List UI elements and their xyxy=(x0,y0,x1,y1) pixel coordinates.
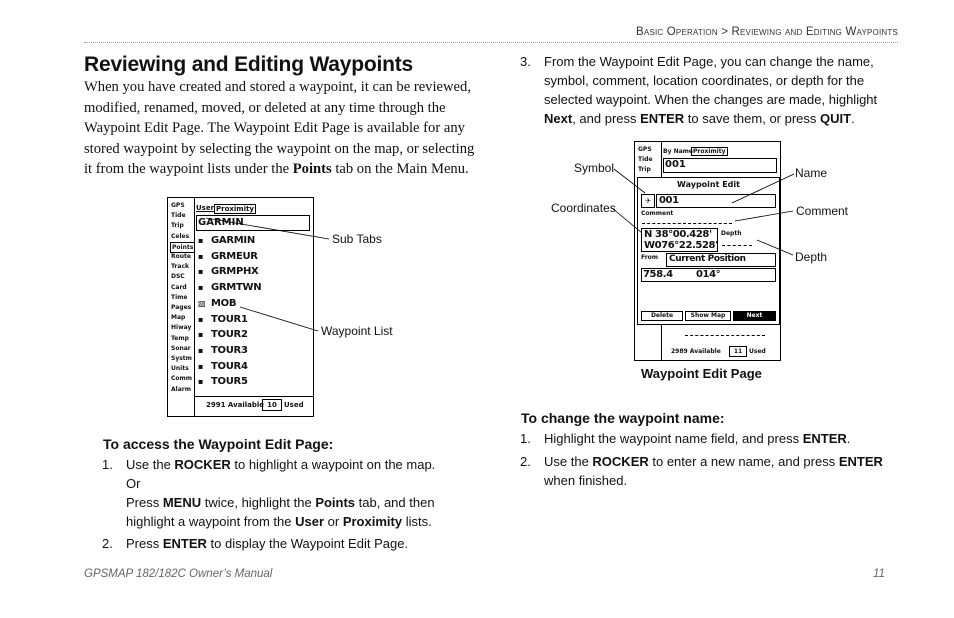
main-tab-celes[interactable]: Celes xyxy=(171,232,190,240)
change-step-2: 2. Use the ROCKER to enter a new name, and press ENTER when finished. xyxy=(520,454,883,488)
main-tab-gps[interactable]: GPS xyxy=(171,202,185,209)
edit-step-3: 3. From the Waypoint Edit Page, you can change the name, symbol, comment, location coordinates, or depth for the selected waypoint. When the changes are made, highlight Next, and press ENTER to save them, or press QUIT. xyxy=(520,54,878,126)
callout-coordinates: Coordinates xyxy=(551,201,616,215)
waypoint-name: TOUR4 xyxy=(211,360,248,372)
used-label: Used xyxy=(284,401,304,409)
sub-tab-proximity-2[interactable]: Proximity xyxy=(693,148,726,155)
callout-name: Name xyxy=(795,166,828,180)
breadcrumb: Basic Operation > Reviewing and Editing Waypoints xyxy=(636,26,898,38)
dialog-title: Waypoint Edit xyxy=(677,180,740,189)
waypoint-dot-icon: ▪ xyxy=(198,267,204,277)
main-tab-temp[interactable]: Temp xyxy=(171,334,189,342)
main-tab-sonar[interactable]: Sonar xyxy=(171,344,191,352)
access-step-2: 2. Press ENTER to display the Waypoint Edit Page. xyxy=(102,536,409,551)
waypoint-name: GRMTWN xyxy=(211,282,262,294)
callout-sub-tabs: Sub Tabs xyxy=(332,232,382,246)
from-value: Current Position xyxy=(669,254,746,264)
waypoint-list-leader xyxy=(240,307,318,331)
comment-label: Comment xyxy=(641,210,674,217)
background-waypoint-name: 001 xyxy=(665,159,686,170)
main-tab-trip[interactable]: Trip xyxy=(171,222,184,230)
main-tab-tide[interactable]: Tide xyxy=(638,156,653,164)
figure-caption: Waypoint Edit Page xyxy=(641,366,762,381)
main-tab-points[interactable]: Points xyxy=(172,243,194,251)
symbol-field[interactable]: ✈ xyxy=(641,194,655,208)
waypoint-dot-icon: ▪ xyxy=(198,377,204,387)
depth-label: Depth xyxy=(721,230,742,237)
used-label-2: Used xyxy=(749,348,766,355)
waypoint-name: TOUR2 xyxy=(211,329,248,341)
main-tab-track[interactable]: Track xyxy=(171,263,189,271)
waypoint-name: TOUR3 xyxy=(211,344,248,356)
bearing-value: 014° xyxy=(696,269,721,280)
waypoint-name: GRMEUR xyxy=(211,250,258,262)
access-step-1: 1. Use the ROCKER to highlight a waypoint on the map. Or Press MENU twice, highlight the Points tab, and then highlight a waypoint from the User or Proximity lists. xyxy=(102,457,436,529)
main-tab-tide[interactable]: Tide xyxy=(171,212,186,220)
longitude-value: W076°22.528' xyxy=(644,240,718,251)
used-count-2: 11 xyxy=(729,346,747,357)
selected-waypoint-name: GARMIN xyxy=(198,217,244,228)
waypoint-dot-icon: ▪ xyxy=(198,251,204,261)
main-tab-route[interactable]: Route xyxy=(171,253,191,260)
sub-tab-proximity[interactable]: Proximity xyxy=(216,205,254,213)
depth-leader xyxy=(757,240,793,255)
main-tab-trip[interactable]: Trip xyxy=(638,166,651,174)
delete-button[interactable]: Delete xyxy=(641,311,683,321)
callout-comment: Comment xyxy=(796,204,849,218)
waypoint-dot-icon: ▪ xyxy=(198,283,204,293)
waypoint-name: MOB xyxy=(211,297,237,309)
mob-icon: ▧ xyxy=(198,298,206,308)
access-heading: To access the Waypoint Edit Page: xyxy=(103,436,334,452)
main-tab-dsc[interactable]: DSC xyxy=(171,273,185,281)
coordinates-leader xyxy=(612,208,642,233)
main-tab-map[interactable]: Map xyxy=(171,314,186,322)
main-tab-card[interactable]: Card xyxy=(171,283,187,291)
change-name-heading: To change the waypoint name: xyxy=(521,410,725,426)
available-count-2: 2989 Available xyxy=(671,348,721,355)
name-leader xyxy=(732,174,794,203)
waypoint-dot-icon: ▪ xyxy=(198,314,204,324)
used-count: 10 xyxy=(262,399,282,411)
intro-paragraph: When you have created and stored a waypoint, it can be reviewed, modified, renamed, moved, or deleted at any time through the Waypoint Edit Page. The Waypoint Edit Page is available for any stored waypoint by selecting the waypoint on the map, or selecting it from the waypoint lists under the Points tab on the Main Menu. xyxy=(84,79,475,177)
waypoint-name: TOUR5 xyxy=(211,376,248,388)
available-count: 2991 Available xyxy=(206,401,265,409)
main-tab-systm[interactable]: Systm xyxy=(171,355,192,362)
page-number: 11 xyxy=(873,568,885,580)
latitude-value: N 38°00.428' xyxy=(644,229,712,240)
sub-tab-user[interactable]: User xyxy=(196,204,215,212)
waypoint-name: GARMIN xyxy=(211,235,255,246)
waypoint-dot-icon: ▪ xyxy=(198,361,204,371)
next-button[interactable]: Next xyxy=(733,311,776,321)
waypoint-dot-icon: ▪ xyxy=(198,345,204,355)
page-title: Reviewing and Editing Waypoints xyxy=(84,53,414,76)
waypoint-name: TOUR1 xyxy=(211,313,248,325)
main-tab-hiway[interactable]: Hiway xyxy=(171,324,192,332)
callout-symbol: Symbol xyxy=(574,161,615,175)
sub-tab-by-name[interactable]: By Name xyxy=(663,148,693,155)
waypoint-dot-icon: ▪ xyxy=(198,330,204,340)
main-tab-alarm[interactable]: Alarm xyxy=(171,385,191,393)
waypoint-dot-icon: ▪ xyxy=(198,236,204,245)
main-tab-time[interactable]: Time xyxy=(171,293,188,301)
main-tab-comm[interactable]: Comm xyxy=(171,375,193,383)
change-step-1: 1. Highlight the waypoint name field, and press ENTER. xyxy=(520,431,851,446)
main-tab-gps[interactable]: GPS xyxy=(638,146,652,153)
show-map-button[interactable]: Show Map xyxy=(685,311,731,321)
callout-depth: Depth xyxy=(795,250,828,264)
sub-tabs-leader xyxy=(206,218,329,239)
symbol-leader xyxy=(614,169,645,193)
waypoint-name-value: 001 xyxy=(659,195,679,206)
comment-leader xyxy=(735,211,793,221)
footer-manual-title: GPSMAP 182/182C Owner’s Manual xyxy=(84,568,273,580)
main-tab-units[interactable]: Units xyxy=(171,365,189,373)
from-label: From xyxy=(641,254,659,261)
waypoint-name: GRMPHX xyxy=(211,266,259,278)
callout-waypoint-list: Waypoint List xyxy=(321,324,393,338)
main-tab-pages[interactable]: Pages xyxy=(171,304,192,311)
distance-value: 758.4 xyxy=(643,269,673,280)
